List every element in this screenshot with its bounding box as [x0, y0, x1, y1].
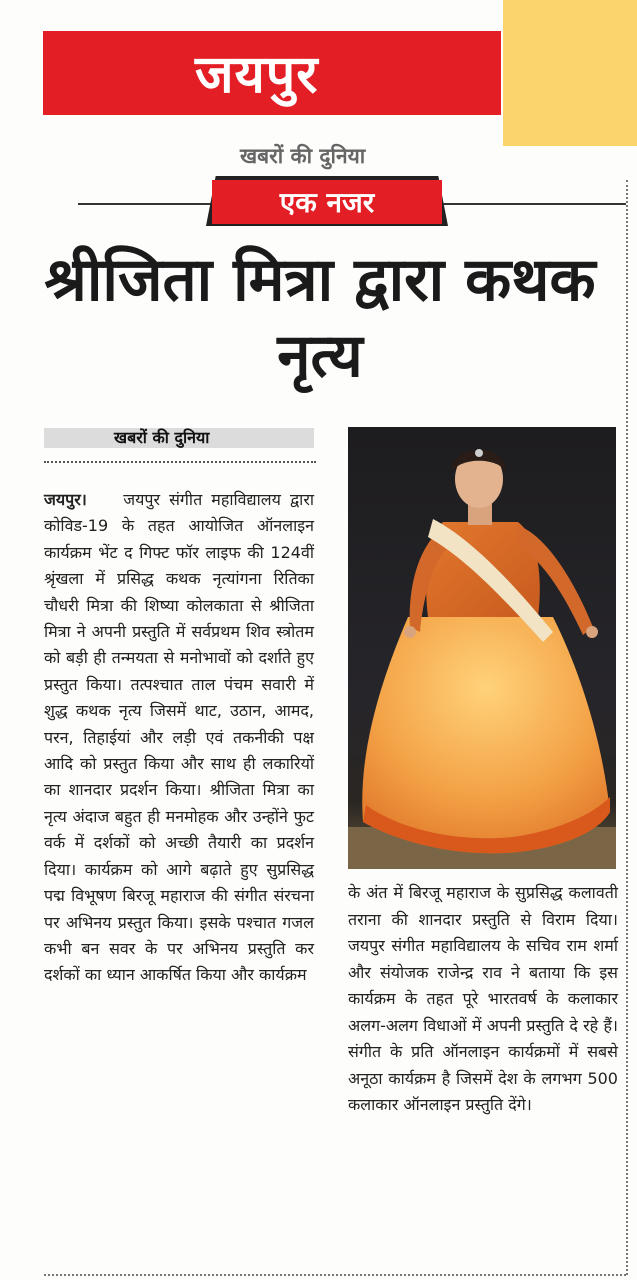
corner-color-block [503, 0, 637, 146]
article-tag: खबरों की दुनिया [114, 428, 210, 447]
article-column-1 [44, 487, 314, 989]
article-headline: श्रीजिता मित्रा द्वारा कथक नृत्य [44, 245, 596, 391]
city-title: जयपुर [195, 45, 319, 105]
article-tag-bar [44, 428, 314, 448]
bottom-dotted-rule [44, 1274, 626, 1276]
column-1-text: जयपुर संगीत महाविद्यालय द्वारा कोविड-19 के तहत आयोजित ऑनलाइन कार्यक्रम भेंट द गिफ्ट फॉर लाइफ की 124वीं श्रृंखला में प्रसिद्ध कथक नृत्यांगना रितिका चौधरी मित्रा की शिष्या कोलकाता से श्रीजिता मित्रा ने अपनी प्रस्तुति में सर्वप्रथम शिव स्त्रोतम को बड़ी ही तन्मयता से मनोभावों को दर्शाते हुए प्रस्तुत किया। तत्पश्चात ताल पंचम सवारी में शुद्ध कथक नृत्य जिसमें थाट, उठान, आमद, परन, तिहाईयां और लड़ी एवं तकनीकी पक्ष आदि को प्रस्तुत किया और साथ ही लकारियों का शानदार प्रदर्शन किया। श्रीजिता मित्रा का नृत्य अंदाज बहुत ही मनमोहक और उन्होंने फुट वर्क में दर्शकों को अच्छी तैयारी का प्रदर्शन दिया। कार्यक्रम को आगे बढ़ाते हुए सुप्रसिद्ध पद्म विभूषण बिरजू महाराज की संगीत संरचना पर अभिनय प्रस्तुत किया। इसके पश्चात गजल कभी बन सवर के पर अभिनय प्रस्तुति कर दर्शकों का ध्यान आकर्षित किया और कार्यक्रम [44, 490, 315, 985]
city-banner [43, 31, 501, 115]
dancer-illustration [348, 427, 616, 869]
source-label: खबरों की दुनिया [240, 144, 366, 168]
right-dotted-rule [626, 180, 628, 1275]
section-badge-face [212, 180, 442, 224]
article-column-2: के अंत में बिरजू महाराज के सुप्रसिद्ध कलावती तराना की शानदार प्रस्तुति से विराम दिया। जयपुर संगीत महाविद्यालय के सचिव राम शर्मा और संयोजक राजेन्द्र राव ने बताया कि इस कार्यक्रम के तहत पूरे भारतवर्ष के कलाकार अलग-अलग विधाओं में अपनी प्रस्तुति दे रहे हैं। संगीत के प्रति ऑनलाइन कार्यक्रमों में सबसे अनूठा कार्यक्रम है जिसमें देश के लगभग 500 कलाकार ऑनलाइन प्रस्तुति देंगे। [348, 883, 618, 1114]
section-badge [206, 176, 448, 226]
tag-dotted-rule [44, 461, 316, 463]
section-label: एक नजर [279, 186, 375, 219]
dancer-photo [348, 427, 616, 869]
dateline: जयपुर। [44, 490, 87, 509]
